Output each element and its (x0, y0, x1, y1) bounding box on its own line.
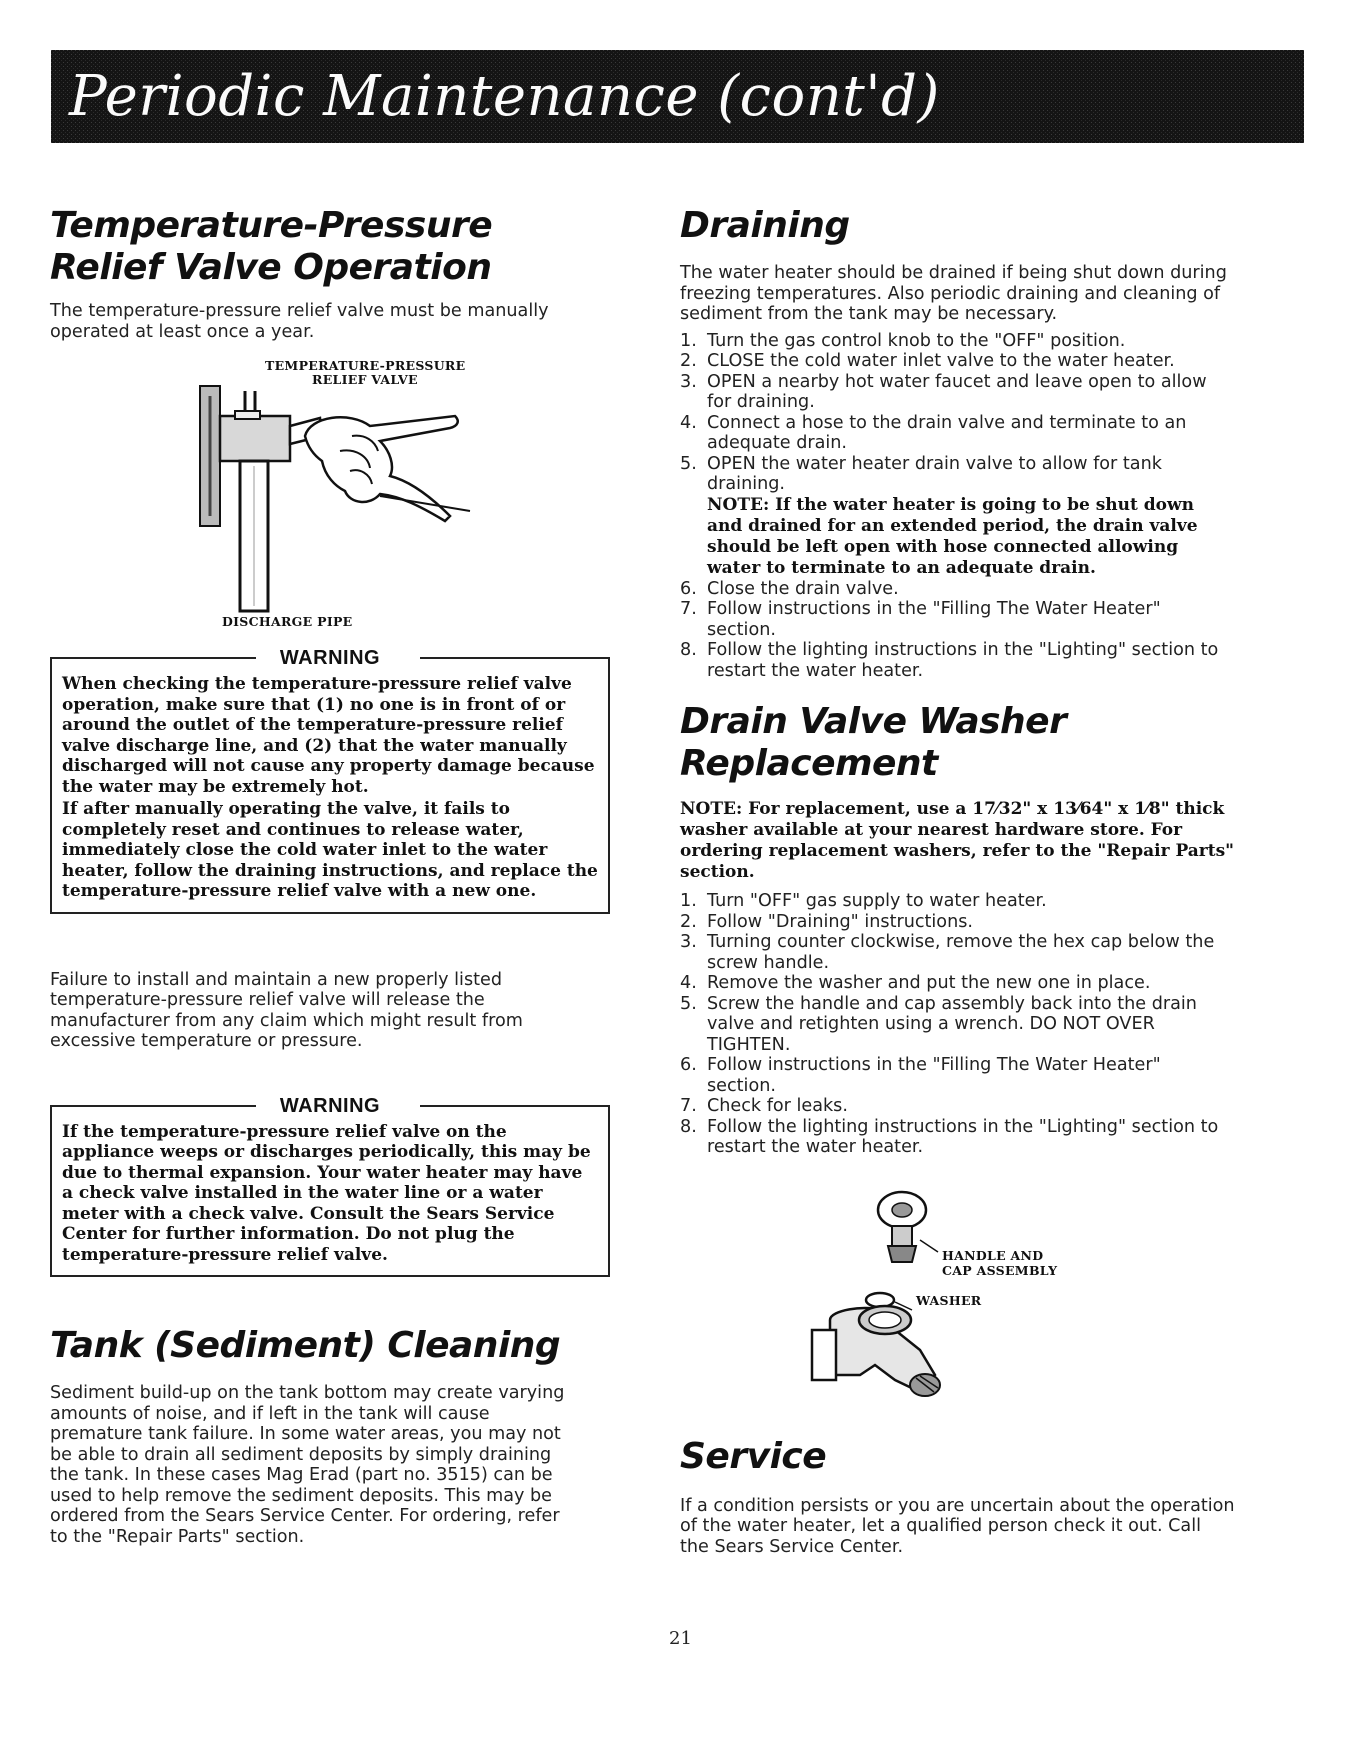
list-item: 5. OPEN the water heater drain valve to allow for tank draining. NOTE: If the water heater is going to be shut down and drained for an extended period, the drain valve should be left open with hose connected allowing water to terminate to an adequate drain. (680, 454, 1235, 579)
list-item: 5. Screw the handle and cap assembly back into the drain valve and retighten using a wrench. DO NOT OVER TIGHTEN. (680, 993, 1197, 1055)
page-number: 21 (669, 1628, 692, 1649)
tpr-heading: Temperature-Pressure Relief Valve Operation (50, 205, 493, 288)
right-column (680, 205, 1235, 1557)
tpr-valve-illustration (50, 356, 610, 632)
list-item: 8. Follow the lighting instructions in the "Lighting" section to restart the water heater. (680, 640, 1219, 681)
page-title: Periodic Maintenance (cont'd) (69, 64, 940, 129)
list-item: 3. Turning counter clockwise, remove the hex cap below the screw handle. (680, 932, 1215, 973)
warning-box-relief-valve (50, 647, 610, 914)
washer-heading-1: Drain Valve Washer (680, 701, 1067, 742)
washer-heading-2: Replacement (680, 743, 938, 784)
warning2-text: If the temperature-pressure relief valve on the appliance weeps or discharges periodically, this may be due to thermal expansion. Your water heater may have a check valve installed in the water line or a water meter with a check valve. Consult the Sears Service Center for further information. Do not plug the temperature-pressure relief valve. (62, 1121, 591, 1265)
left-column (50, 205, 610, 1547)
warning-box-thermal-expansion (50, 1094, 610, 1278)
list-item: 1. Turn "OFF" gas supply to water heater. (680, 891, 1047, 911)
failure-text: Failure to install and maintain a new properly listed temperature-pressure relief valve will release the manufacturer from any claim which might result from excessive temperature or pressure. (50, 969, 523, 1051)
draining-intro: The water heater should be drained if being shut down during freezing temperatures. Also periodic draining and cleaning of sediment from the tank may be necessary. (680, 263, 1227, 324)
list-item: 4. Connect a hose to the drain valve and terminate to an adequate drain. (680, 412, 1187, 453)
warning-text-2: If after manually operating the valve, it fails to completely reset and continues to release water, immediately close the cold water inlet to the water heater, follow the draining instructions, and replace the temperature-pressure relief valve with a new one. (62, 799, 598, 901)
washer-steps (680, 891, 1235, 1158)
list-item: 7. Check for leaks. (680, 1096, 848, 1116)
warning-text-1: When checking the temperature-pressure relief valve operation, make sure that (1) no one is in front of or around the outlet of the temperature-pressure relief valve discharge line, and (2) that the water manually discharged will not cause any property damage because the water may be extremely hot. (62, 674, 595, 797)
list-item: 1. Turn the gas control knob to the "OFF" position. (680, 330, 1126, 351)
warning-label: WARNING (279, 647, 381, 669)
warning-header-2 (50, 1094, 610, 1118)
label-tpr-valve-2: RELIEF VALVE (312, 372, 418, 387)
list-item: 6. Follow instructions in the "Filling The Water Heater" section. (680, 1055, 1161, 1096)
list-item: 2. Follow "Draining" instructions. (680, 911, 973, 932)
list-item: 7. Follow instructions in the "Filling The Water Heater" section. (680, 599, 1161, 640)
washer-note: NOTE: For replacement, use a 17⁄32" x 13⁄64" x 1⁄8" thick washer available at your nearest hardware store. For ordering replacement washers, refer to the "Repair Parts" section. (680, 799, 1235, 882)
list-item: 4. Remove the washer and put the new one in place. (680, 973, 1151, 993)
draining-steps (680, 331, 1235, 682)
label-washer: WASHER (916, 1292, 982, 1308)
draining-note: NOTE: If the water heater is going to be shut down and drained for an extended period, the drain valve should be left open with hose connected allowing water to terminate to an adequate drain. (707, 494, 1198, 578)
service-body: If a condition persists or you are uncertain about the operation of the water heater, let a qualified person check it out. Call the Sears Service Center. (680, 1495, 1235, 1557)
label-tpr-valve-1: TEMPERATURE-PRESSURE (265, 358, 466, 373)
tpr-valve-figure (50, 356, 610, 632)
draining-heading: Draining (680, 205, 850, 246)
warning-label-2: WARNING (279, 1094, 381, 1117)
warning-header (50, 646, 610, 670)
label-handle-1: HANDLE AND (942, 1247, 1044, 1263)
tank-heading: Tank (Sediment) Cleaning (50, 1325, 561, 1366)
list-item: 2. CLOSE the cold water inlet valve to the water heater. (680, 351, 1175, 371)
drain-valve-figure (680, 1180, 1235, 1410)
label-handle-2: CAP ASSEMBLY (942, 1262, 1058, 1278)
list-item: 8. Follow the lighting instructions in the "Lighting" section to restart the water heater. (680, 1116, 1219, 1157)
list-item: 3. OPEN a nearby hot water faucet and leave open to allow for draining. (680, 371, 1207, 412)
tank-body: Sediment build-up on the tank bottom may create varying amounts of noise, and if left in the tank will cause premature tank failure. In some water areas, you may not be able to drain all sediment deposits by simply draining the tank. In these cases Mag Erad (part no. 3515) can be used to help remove the sediment deposits. This may be ordered from the Sears Service Center. For ordering, refer to the "Repair Parts" section. (50, 1383, 565, 1547)
list-item: 6. Close the drain valve. (680, 578, 899, 599)
header-banner (51, 50, 1304, 143)
label-discharge-pipe: DISCHARGE PIPE (222, 614, 353, 629)
service-heading: Service (680, 1435, 827, 1477)
tpr-intro: The temperature-pressure relief valve must be manually operated at least once a year. (50, 301, 549, 342)
